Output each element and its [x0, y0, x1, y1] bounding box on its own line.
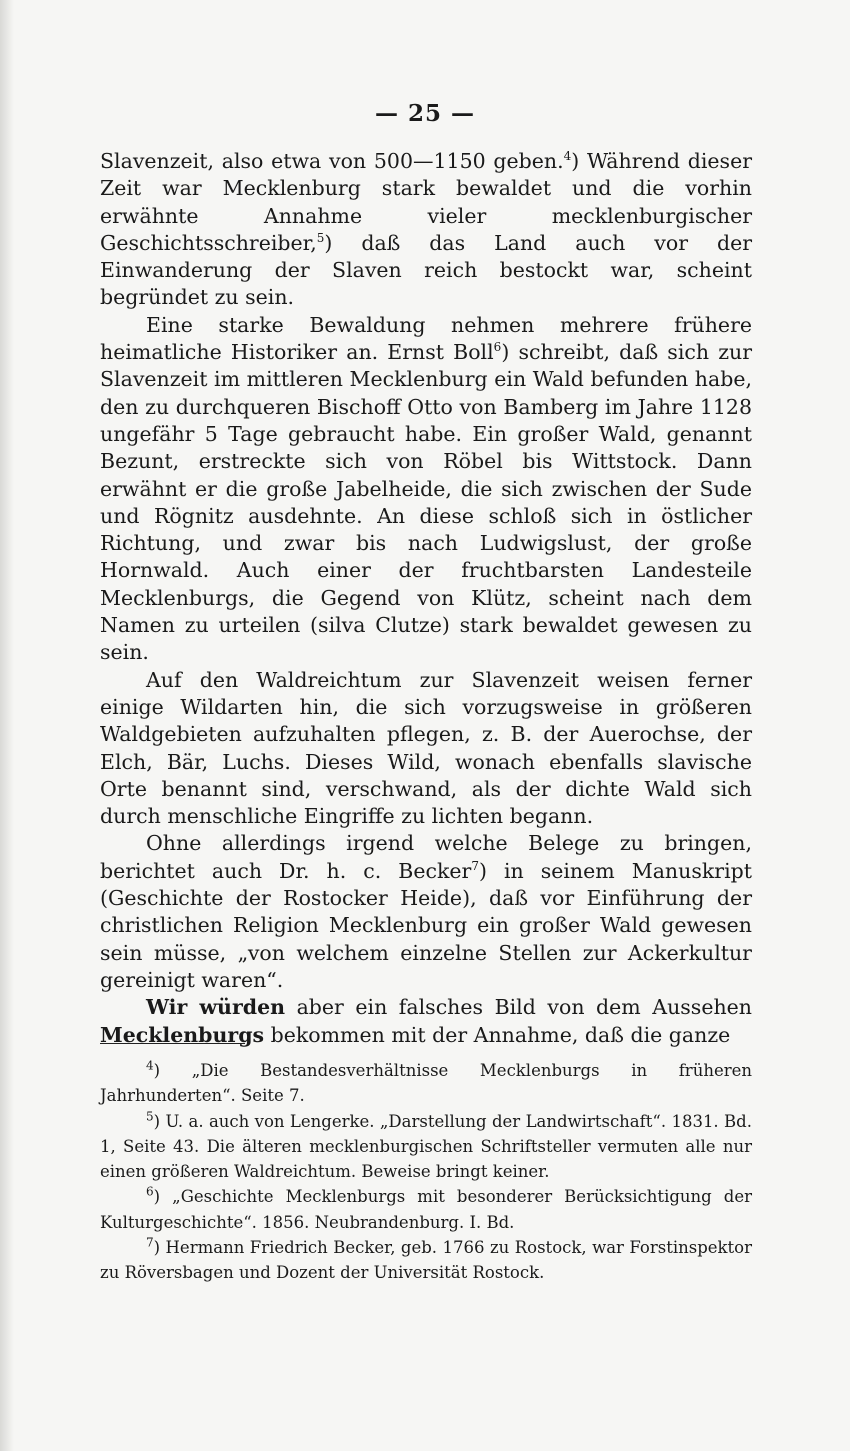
footnote-reference: 4	[563, 149, 572, 164]
footnote	[100, 1109, 752, 1185]
page-edge-shadow	[0, 0, 14, 1451]
footnote-marker: 6	[146, 1184, 154, 1199]
footnote-marker: 4	[146, 1058, 154, 1073]
footnote-reference: 5	[316, 231, 325, 246]
footnote-marker: 7	[146, 1235, 154, 1250]
footnote-text: „Die Bestandesverhältnisse Mecklenburgs in früheren Jahrhunderten“. Seite 7.	[100, 1061, 752, 1106]
text-segment: Mecklenburgs	[100, 1022, 265, 1047]
body-paragraph	[100, 312, 752, 667]
footnote-marker-paren: )	[153, 1111, 166, 1131]
body-paragraph	[100, 667, 752, 831]
footnote-text: U. a. auch von Lengerke. „Darstellung der Landwirtschaft“. 1831. Bd. 1, Seite 43. Die älteren mecklenburgischen Schriftsteller vermuten alle nur einen größeren Waldreichtum. Beweise bringt keiner.	[100, 1111, 752, 1182]
footnote-reference: 7	[471, 858, 479, 873]
footnotes	[100, 1058, 752, 1286]
text-segment: Wir würden	[146, 995, 286, 1020]
text-segment: bekommen mit der Annahme, daß die ganze	[264, 1022, 731, 1047]
text-segment: Ohne allerdings irgend welche Belege zu bringen, berichtet auch Dr. h. c. Becker	[100, 831, 752, 883]
body-paragraph	[100, 830, 752, 994]
footnote-text: Hermann Friedrich Becker, geb. 1766 zu Rostock, war Forstinspektor zu Röversbagen und Dozent der Universität Rostock.	[100, 1238, 752, 1283]
footnote	[100, 1235, 752, 1286]
footnote	[100, 1058, 752, 1109]
footnote-reference: 6	[493, 340, 502, 355]
footnote-marker: 5	[146, 1109, 154, 1124]
text-segment: aber ein falsches Bild von dem Aussehen	[285, 995, 752, 1020]
text-segment: Slavenzeit, also etwa von 500—1150 geben.	[100, 149, 564, 173]
text-segment: ) Während dieser Zeit war Mecklenburg stark bewaldet und die vorhin erwähnte Annahme vieler mecklenburgischer Geschichtsschreiber,	[100, 149, 753, 255]
footnote-marker-paren: )	[153, 1238, 166, 1258]
text-segment: Eine starke Bewaldung nehmen mehrere frühere heimatliche Historiker an. Ernst Boll	[100, 312, 752, 365]
text-segment: ) daß das Land auch vor der Einwanderung der Slaven reich bestockt war, scheint begründet zu sein.	[100, 230, 752, 310]
page-number: — 25 —	[374, 100, 476, 127]
footnote-divider	[100, 1043, 245, 1044]
text-segment: ) in seinem Manuskript (Geschichte der Rostocker Heide), daß vor Einführung der christlichen Religion Mecklenburg ein großer Wald gewesen sein müsse, „von welchem einzelne Stellen zur Ackerkultur gereinigt waren“.	[100, 858, 752, 992]
footnote-marker-paren: )	[153, 1061, 192, 1080]
body-paragraph	[100, 148, 752, 312]
main-text	[100, 148, 752, 1049]
footnote-marker-paren: )	[153, 1187, 173, 1207]
body-paragraph	[100, 994, 752, 1049]
footnote	[100, 1184, 752, 1235]
text-segment: ) schreibt, daß sich zur Slavenzeit im mittleren Mecklenburg ein Wald befunden habe, den zu durchqueren Bischoff Otto von Bamberg im Jahre 1128 ungefähr 5 Tage gebraucht habe. Ein großer Wald, genannt Bezunt, erstreckte sich von Röbel bis Wittstock. Dann erwähnt er die große Jabelheide, die sich zwischen der Sude und Rögnitz ausdehnte. An diese schloß sich in östlicher Richtung, und zwar bis nach Ludwigslust, der große Hornwald. Auch einer der fruchtbarsten Landesteile Mecklenburgs, die Gegend von Klütz, scheint nach dem Namen zu urteilen (silva Clutze) stark bewaldet gewesen zu sein.	[100, 340, 752, 665]
text-segment: Auf den Waldreichtum zur Slavenzeit weisen ferner einige Wildarten hin, die sich vorzugsweise in größeren Waldgebieten aufzuhalten pflegen, z. B. der Auerochse, der Elch, Bär, Luchs. Dieses Wild, wonach ebenfalls slavische Orte benannt sind, verschwand, als der dichte Wald sich durch menschliche Eingriffe zu lichten begann.	[100, 667, 752, 829]
footnote-text: „Geschichte Mecklenburgs mit besonderer Berücksichtigung der Kulturgeschichte“. 1856. Neubrandenburg. I. Bd.	[100, 1187, 752, 1232]
